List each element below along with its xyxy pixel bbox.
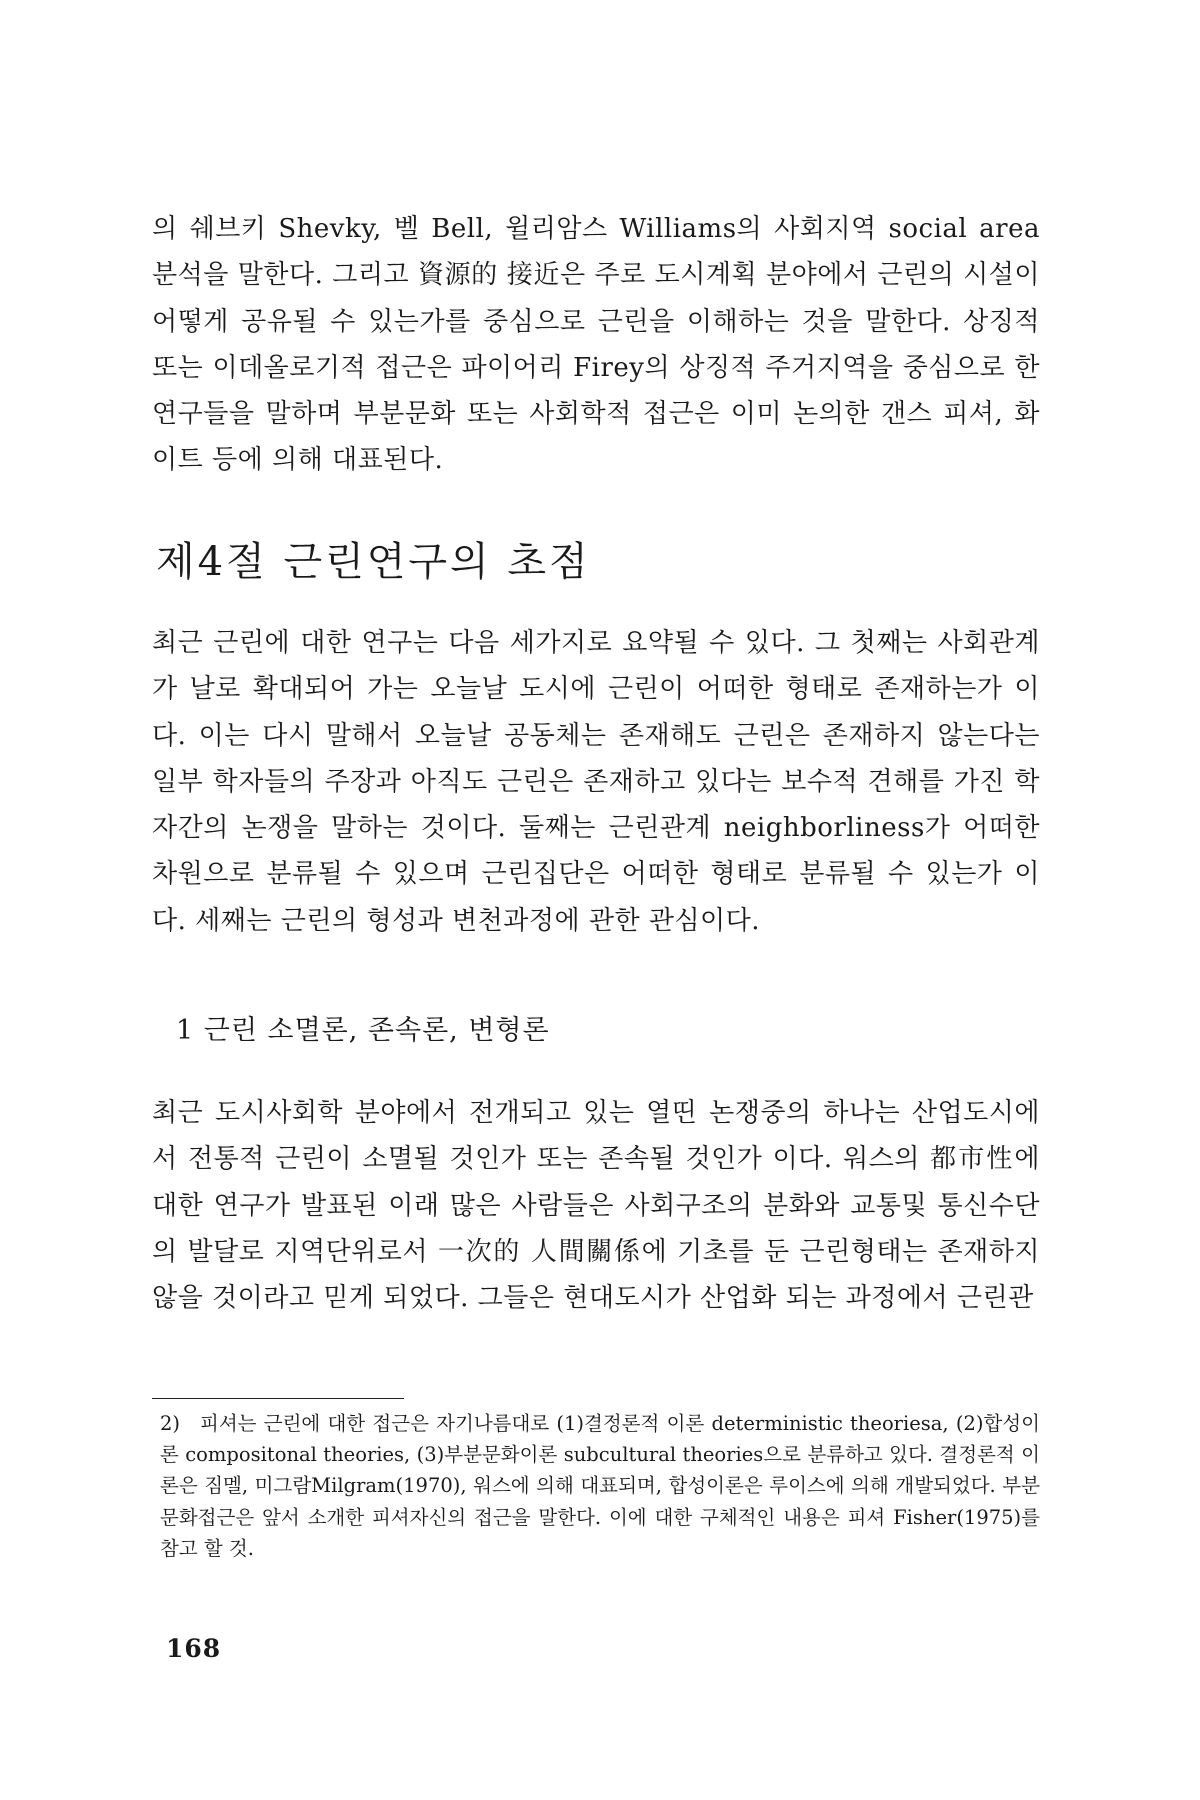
subsection-title: 1 근린 소멸론, 존속론, 변형론 <box>176 1015 550 1046</box>
section-title: 제4절 근린연구의 초점 <box>156 539 591 585</box>
footnote <box>160 1408 1040 1564</box>
page-number: 168 <box>166 1634 222 1663</box>
footnote-divider <box>152 1398 404 1399</box>
footnote-number: 2) <box>160 1412 181 1435</box>
body-paragraph-intro: 의 쉐브키 Shevky, 벨 Bell, 윌리암스 Williams의 사회지역 social area 분석을 말한다. 그리고 資源的 接近은 주로 도시계획 분야에서 근린의 시설이 어떻게 공유될 수 있는가를 중심으로 근린을 이해하는 것을 말한다. 상징적 또는 이데올로기적 접근은 파이어리 Firey의 상징적 주거지역을 중심으로 한 연구들을 말하며 부분문화 또는 사회학적 접근은 이미 논의한 갠스 피셔, 화이트 등에 의해 대표된다. <box>152 214 1040 476</box>
body-paragraph-section: 최근 근린에 대한 연구는 다음 세가지로 요약될 수 있다. 그 첫째는 사회관계가 날로 확대되어 가는 오늘날 도시에 근린이 어떠한 형태로 존재하는가 이다. 이는 다시 말해서 오늘날 공동체는 존재해도 근린은 존재하지 않는다는 일부 학자들의 주장과 아직도 근린은 존재하고 있다는 보수적 견해를 가진 학자간의 논쟁을 말하는 것이다. 둘째는 근린관계 neighborliness가 어떠한 차원으로 분류될 수 있으며 근린집단은 어떠한 형태로 분류될 수 있는가 이다. 세째는 근린의 형성과 변천과정에 관한 관심이다. <box>152 628 1040 936</box>
body-paragraph-subsection: 최근 도시사회학 분야에서 전개되고 있는 열띤 논쟁중의 하나는 산업도시에서 전통적 근린이 소멸될 것인가 또는 존속될 것인가 이다. 워스의 都市性에 대한 연구가 발표된 이래 많은 사람들은 사회구조의 분화와 교통및 통신수단의 발달로 지역단위로서 一次的 人間關係에 기초를 둔 근린형태는 존재하지 않을 것이라고 믿게 되었다. 그들은 현대도시가 산업화 되는 과정에서 근린관 <box>152 1098 1040 1314</box>
footnote-text: 피셔는 근린에 대한 접근은 자기나름대로 (1)결정론적 이론 deterministic theoriesa, (2)합성이론 compositonal theories, (3)부분문화이론 subcultural theories으로 분류하고 있다. 결정론적 이론은 짐멜, 미그람Milgram(1970), 워스에 의해 대표되며, 합성이론은 루이스에 의해 개발되었다. 부분문화접근은 앞서 소개한 피셔자신의 접근을 말한다. 이에 대한 구체적인 내용은 피셔 Fisher(1975)를 참고 할 것. <box>160 1412 1040 1560</box>
